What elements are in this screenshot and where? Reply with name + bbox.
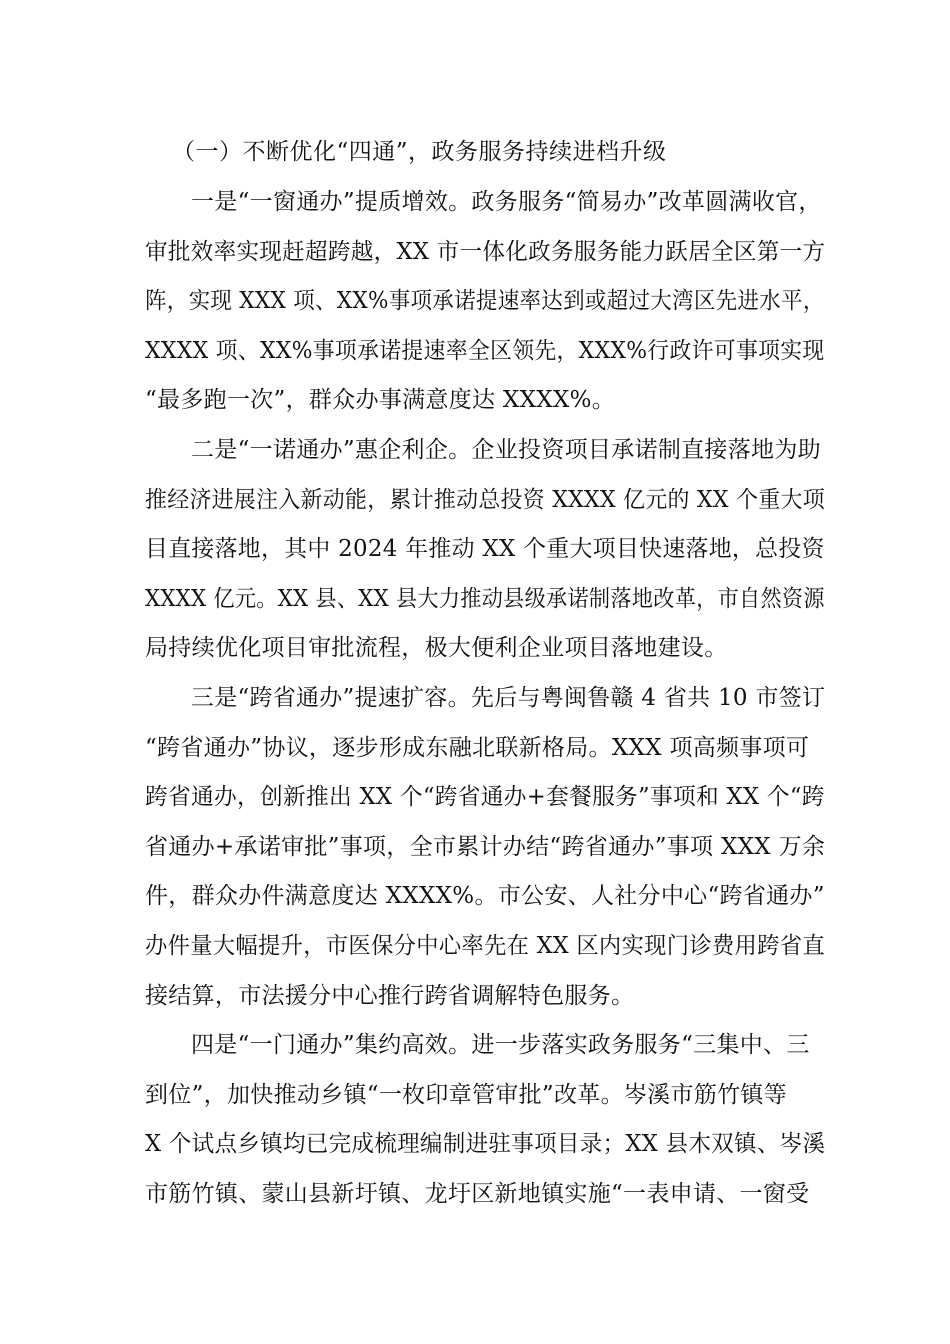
paragraph-window-service [145, 178, 825, 426]
paragraph-line: 一是“一窗通办”提质增效。政务服务“简易办”改革圆满收官， [191, 189, 822, 215]
paragraph-line: X 个试点乡镇均已完成梳理编制进驻事项目录；XX 县木双镇、岑溪 [145, 1131, 826, 1158]
paragraph-line: 市筋竹镇、蒙山县新圩镇、龙圩区新地镇实施“一表申请、一窗受 [145, 1180, 810, 1207]
paragraph-line: 四是“一门通办”集约高效。进一步落实政务服务“三集中、三 [191, 1032, 810, 1059]
section-heading: （一）不断优化“四通”，政务服务持续进档升级 [172, 139, 667, 165]
paragraph-line: 办件量大幅提升，市医保分中心率先在 XX 区内实现门诊费用跨省直 [145, 932, 825, 959]
paragraph-line: “最多跑一次”，群众办事满意度达 XXXX%。 [145, 387, 616, 414]
paragraph-line: 三是“跨省通办”提速扩容。先后与粤闽鲁赣 4 省共 10 市签订 [190, 684, 826, 711]
paragraph-line: 到位”，加快推动乡镇“一枚印章管审批”改革。岑溪市筋竹镇等 [145, 1081, 787, 1108]
document-body [145, 178, 825, 1219]
paragraph-line: 跨省通办，创新推出 XX 个“跨省通办+套餐服务”事项和 XX 个“跨 [145, 784, 825, 811]
paragraph-line: 审批效率实现赶超跨越，XX 市一体化政务服务能力跃居全区第一方 [145, 238, 826, 265]
paragraph-commitment-service [145, 426, 825, 674]
paragraph-line: 目直接落地，其中 2024 年推动 XX 个重大项目快速落地，总投资 [145, 536, 825, 563]
paragraph-line: 接结算，市法援分中心推行跨省调解特色服务。 [145, 982, 635, 1009]
paragraph-line: 阵，实现 XXX 项、XX%事项承诺提速率达到或超过大湾区先进水平， [145, 288, 825, 315]
paragraph-cross-province-service [145, 674, 825, 1021]
paragraph-one-door-service [145, 1021, 825, 1219]
paragraph-line: “跨省通办”协议，逐步形成东融北联新格局。XXX 项高频事项可 [145, 734, 810, 761]
paragraph-line: 省通办+承诺审批”事项，全市累计办结“跨省通办”事项 XXX 万余 [145, 833, 826, 860]
paragraph-line: 二是“一诺通办”惠企利企。企业投资项目承诺制直接落地为助 [191, 436, 821, 463]
paragraph-line: 局持续优化项目审批流程，极大便利企业项目落地建设。 [145, 635, 728, 662]
paragraph-line: XXXX 项、XX%事项承诺提速率全区领先，XXX%行政许可事项实现 [145, 337, 825, 364]
paragraph-line: 件，群众办件满意度达 XXXX%。市公安、人社分中心“跨省通办” [145, 883, 825, 910]
paragraph-line: XXXX 亿元。XX 县、XX 县大力推动县级承诺制落地改革，市自然资源 [145, 585, 825, 612]
paragraph-line: 推经济进展注入新动能，累计推动总投资 XXXX 亿元的 XX 个重大项 [145, 486, 825, 513]
